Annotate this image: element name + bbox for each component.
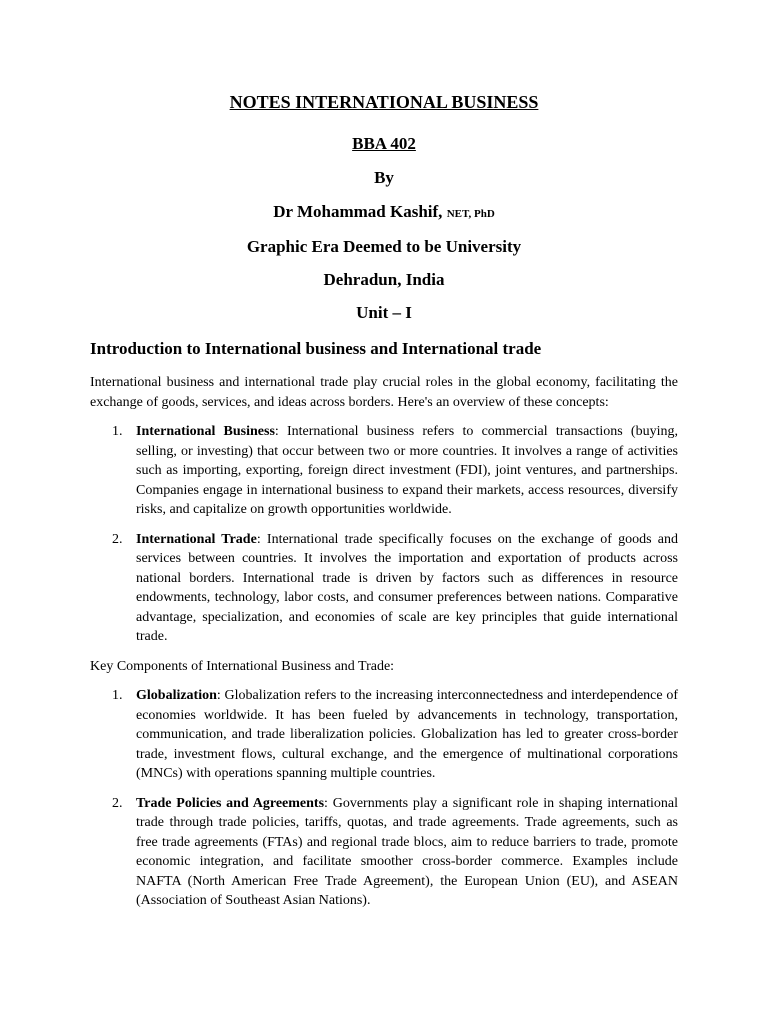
item-lead: Trade Policies and Agreements xyxy=(136,795,325,811)
item-text: : Globalization refers to the increasing interconnectedness and interdependence of economies worldwide. It has been fueled by advancements in technology, transportation, communication, and trade liberalization policies. Globalization has led to greater cross-border trade, investment flows, cultural exchange, and the emergence of multinational corporations (MNCs) with operations spanning multiple countries. xyxy=(136,688,678,781)
location: Dehradun, India xyxy=(323,270,445,289)
document-title: NOTES INTERNATIONAL BUSINESS xyxy=(229,92,539,112)
author-line xyxy=(90,202,678,224)
course-code: BBA 402 xyxy=(352,134,416,153)
list-number: 1. xyxy=(112,688,123,703)
concepts-list xyxy=(90,422,678,647)
by-line: By xyxy=(374,168,394,187)
item-lead: International Business xyxy=(136,424,275,439)
university-name: Graphic Era Deemed to be University xyxy=(246,237,522,256)
list-number: 2. xyxy=(112,531,123,547)
components-heading: Key Components of International Business and Trade: xyxy=(90,658,395,674)
components-list xyxy=(90,686,678,911)
item-text: : International business refers to commercial transactions (buying, selling, or investing) that occur between two or more countries. It involves a range of activities such as importing, exporting, foreign direct investment (FDI), joint ventures, and partnerships. Companies engage in international business to expand their markets, access resources, diversify risks, and capitalize on growth opportunities worldwide. xyxy=(136,424,678,517)
item-text: : Governments play a significant role in shaping international trade through trade policies, tariffs, quotas, and trade agreements. Trade agreements, such as free trade agreements (FTAs) and regional trade blocs, aim to reduce barriers to trade, promote economic integration, and facilitate smoother cross-border commerce. Examples include NAFTA (North American Free Trade Agreement), the European Union (EU), and ASEAN (Association of Southeast Asian Nations). xyxy=(136,795,678,908)
list-item xyxy=(90,422,678,520)
list-item xyxy=(90,530,678,647)
section-heading: Introduction to International business and International trade xyxy=(90,339,542,358)
intro-paragraph: International business and international trade play crucial roles in the global economy, facilitating the exchange of goods, services, and ideas across borders. Here's an overview of these concepts: xyxy=(90,375,678,410)
list-number: 2. xyxy=(112,795,123,811)
item-lead: International Trade xyxy=(136,531,257,547)
list-item xyxy=(90,794,678,911)
author-credentials: NET, PhD xyxy=(446,208,495,220)
list-number: 1. xyxy=(112,424,123,439)
item-text: : International trade specifically focuses on the exchange of goods and services between countries. It involves the importation and exportation of products across national borders. International trade is driven by factors such as differences in resource endowments, technology, labor costs, and consumer preferences between nations. Comparative advantage, specialization, and economies of scale are key principles that guide international trade. xyxy=(136,531,679,644)
list-item xyxy=(90,686,678,784)
item-lead: Globalization xyxy=(136,688,217,703)
unit-heading: Unit – I xyxy=(356,303,412,322)
author-name: Dr Mohammad Kashif, xyxy=(273,202,443,221)
